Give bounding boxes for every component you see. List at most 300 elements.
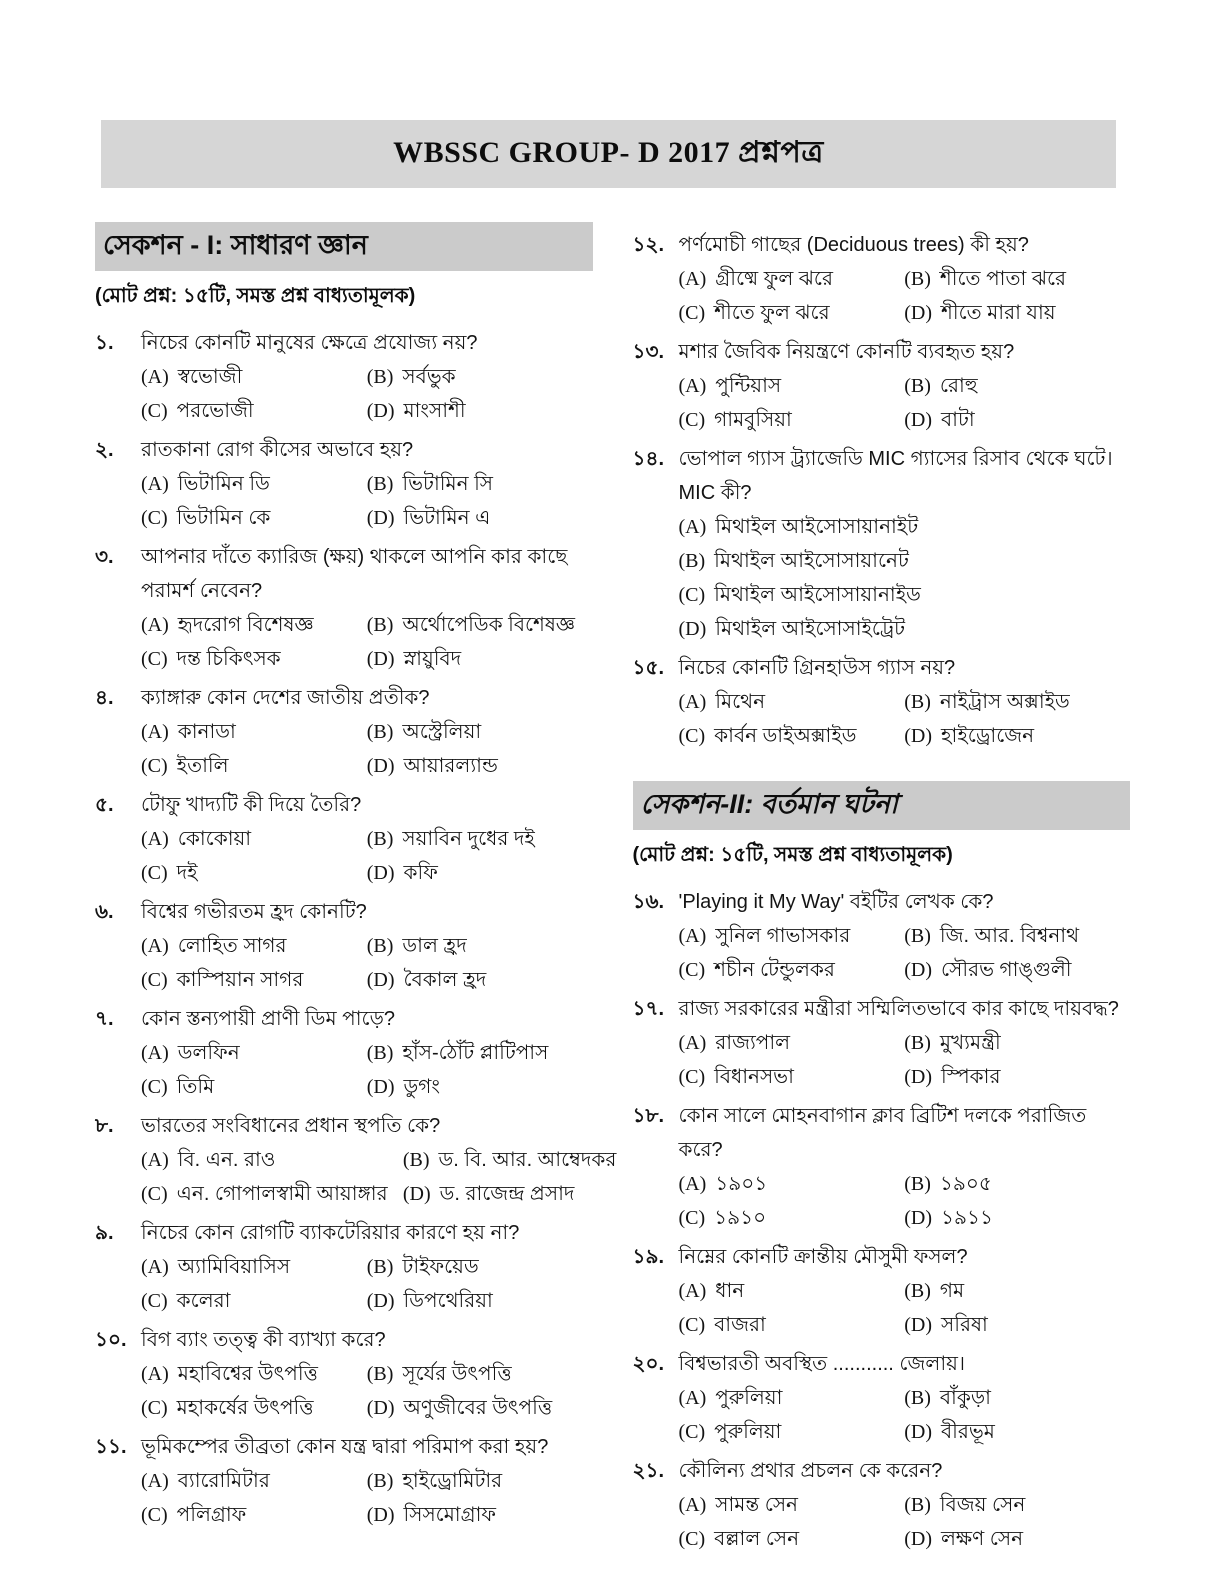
question-10-options [141,1357,593,1425]
option-label: (B) [402,1149,430,1171]
question-text: রাজ্য সরকারের মন্ত্রীরা সম্মিলিতভাবে কার কাছে দায়বদ্ধ? [678,998,1119,1020]
question-text: ভোপাল গ্যাস ট্র্যাজেডি MIC গ্যাসের রিসাব থেকে ঘটে। MIC কী? [678,448,1113,504]
option-label: (C) [678,409,706,431]
option-12-A [679,262,905,296]
option-label: (A) [678,925,707,947]
question-13-row [633,335,1131,369]
option-label: (D) [366,400,395,422]
question-text: নিম্নের কোনটি ক্রান্তীয় মৌসুমী ফসল? [678,1246,968,1268]
question-20 [633,1347,1131,1449]
option-13-B [904,369,1130,403]
option-label: (A) [141,828,169,850]
option-text: দই [176,862,198,884]
option-label: (C) [141,1504,168,1526]
option-7-D [367,1070,593,1104]
option-label: (C) [141,1290,168,1312]
question-13 [633,335,1131,437]
option-label: (C) [678,1207,706,1229]
option-14-B [679,544,1131,578]
option-text: বীরভূম [941,1421,995,1443]
option-18-B [904,1167,1130,1201]
question-text: ভূমিকম্পের তীব্রতা কোন যন্ত্র দ্বারা পরিমাপ করা হয়? [141,1436,549,1458]
question-4-options [141,715,593,783]
option-4-A [141,715,367,749]
option-text: ভিটামিন কে [176,507,271,529]
option-label: (D) [366,648,395,670]
option-text: সুনিল গাভাসকার [715,925,851,947]
question-5-row [95,788,593,822]
option-17-B [904,1026,1130,1060]
question-number: ৩. [95,546,114,568]
option-14-A [679,510,1131,544]
option-label: (A) [678,1173,707,1195]
option-6-B [367,929,593,963]
question-11 [95,1430,593,1532]
option-13-C [679,403,905,437]
question-20-row [633,1347,1131,1381]
question-6-options [141,929,593,997]
option-text: ইতালি [176,755,229,777]
option-label: (B) [904,1494,931,1516]
option-9-C [141,1284,367,1318]
section-I-subtitle: (মোট প্রশ্ন: ১৫টি, সমস্ত প্রশ্ন বাধ্যতামূলক) [95,285,416,307]
option-text: বিজয় সেন [939,1494,1026,1516]
option-label: (D) [904,1421,933,1443]
section-I-block [95,222,593,314]
option-label: (B) [366,1363,394,1385]
question-16 [633,885,1131,987]
section-I-title: সেকশন - I: সাধারণ জ্ঞান [95,222,593,271]
option-16-B [904,919,1130,953]
option-label: (C) [141,1183,168,1205]
option-9-A [141,1250,367,1284]
option-label: (B) [904,691,931,713]
option-label: (D) [678,618,707,640]
option-label: (C) [141,507,168,529]
question-text: কোন সালে মোহনবাগান ক্লাব ব্রিটিশ দলকে পরাজিত করে? [678,1105,1087,1161]
option-label: (A) [141,935,169,957]
option-label: (B) [366,1256,394,1278]
question-4-row [95,681,593,715]
option-10-C [141,1391,367,1425]
option-13-D [904,403,1130,437]
option-3-B [367,608,593,642]
option-label: (D) [366,1290,395,1312]
option-7-A [141,1036,367,1070]
option-text: টাইফয়েড [402,1256,479,1278]
option-text: বাজরা [714,1314,766,1336]
option-label: (B) [366,828,394,850]
option-text: মিথাইল আইসোসায়ানেট [714,550,909,572]
option-5-C [141,856,367,890]
question-13-options [679,369,1131,437]
option-20-D [904,1415,1130,1449]
option-label: (D) [366,1076,395,1098]
option-text: বল্লাল সেন [714,1528,800,1550]
option-text: সামন্ত সেন [715,1494,798,1516]
question-5-options [141,822,593,890]
option-text: ১৯১০ [714,1207,767,1229]
question-8 [95,1109,617,1211]
question-4 [95,681,593,783]
option-text: মিথাইল আইসোসাইট্রেট [715,618,906,640]
question-number: ১৫. [632,657,665,679]
option-label: (C) [141,648,168,670]
question-10 [95,1323,593,1425]
option-11-C [141,1498,367,1532]
option-8-D [403,1177,593,1211]
option-19-D [904,1308,1130,1342]
option-text: শীতে পাতা ঝরে [939,268,1066,290]
option-13-A [679,369,905,403]
option-text: শচীন টেন্ডুলকর [714,959,835,981]
option-text: পলিগ্রাফ [176,1504,247,1526]
option-text: ব্যারোমিটার [177,1470,270,1492]
option-text: হাইড্রোমিটার [402,1470,503,1492]
option-text: মাংসাশী [403,400,466,422]
option-label: (D) [904,1528,933,1550]
section-II-title: সেকশন-II: বর্তমান ঘটনা [633,781,1131,830]
option-text: হাঁস-ঠোঁট প্লাটিপাস [402,1042,549,1064]
question-text: ক্যাঙ্গারু কোন দেশের জাতীয় প্রতীক? [141,687,430,709]
question-15-options [679,685,1131,753]
option-label: (B) [904,1280,931,1302]
question-18-row [633,1099,1131,1167]
option-text: গ্রীষ্মে ফুল ঝরে [715,268,833,290]
option-text: কার্বন ডাইঅক্সাইড [714,725,857,747]
option-text: দন্ত চিকিৎসক [176,648,281,670]
option-label: (C) [141,969,168,991]
question-text: নিচের কোনটি মানুষের ক্ষেত্রে প্রযোজ্য নয়? [141,332,478,354]
option-label: (C) [678,725,706,747]
option-text: শীতে ফুল ঝরে [714,302,830,324]
page-title: WBSSC GROUP- D 2017 প্রশ্নপত্র [101,120,1116,188]
question-19 [633,1240,1131,1342]
option-6-C [141,963,367,997]
option-12-D [904,296,1130,330]
option-text: আয়ারল্যান্ড [403,755,498,777]
question-5 [95,788,593,890]
option-text: অণুজীবের উৎপত্তি [403,1397,553,1419]
option-text: ডিপথেরিয়া [403,1290,493,1312]
option-text: কাস্পিয়ান সাগর [176,969,304,991]
option-text: ডাল হ্রদ [402,935,467,957]
option-1-D [367,394,593,428]
option-label: (B) [904,1032,931,1054]
option-text: ডলফিন [177,1042,240,1064]
option-label: (D) [904,1314,933,1336]
option-label: (D) [366,969,395,991]
option-3-C [141,642,367,676]
option-label: (C) [678,584,706,606]
option-text: রাজ্যপাল [715,1032,791,1054]
option-16-D [904,953,1130,987]
option-3-A [141,608,367,642]
option-label: (A) [678,691,707,713]
option-text: সিসমোগ্রাফ [403,1504,496,1526]
question-16-options [679,919,1131,987]
option-text: ডুগং [403,1076,440,1098]
option-2-C [141,501,367,535]
option-15-A [679,685,905,719]
question-15 [633,651,1131,753]
question-12-row [633,228,1131,262]
option-20-C [679,1415,905,1449]
option-text: মহাবিশ্বের উৎপত্তি [177,1363,318,1385]
option-19-B [904,1274,1130,1308]
option-3-D [367,642,593,676]
option-9-B [367,1250,593,1284]
question-17-row [633,992,1131,1026]
option-16-C [679,953,905,987]
question-text: 'Playing it My Way' বইটির লেখক কে? [678,891,994,913]
option-label: (A) [678,1032,707,1054]
option-label: (C) [141,1397,168,1419]
option-12-B [904,262,1130,296]
question-17-options [679,1026,1131,1094]
option-label: (B) [366,473,394,495]
option-text: কানাডা [177,721,236,743]
option-14-D [679,612,1131,646]
option-4-B [367,715,593,749]
option-text: কফি [403,862,438,884]
option-11-A [141,1464,367,1498]
option-1-A [141,360,367,394]
option-11-D [367,1498,593,1532]
question-12-options [679,262,1131,330]
question-number: ১৪. [632,448,665,470]
question-number: ১৩. [632,341,665,363]
question-10-row [95,1323,593,1357]
option-6-A [141,929,367,963]
option-label: (A) [678,1387,707,1409]
option-label: (D) [366,755,395,777]
question-12 [633,228,1131,330]
option-label: (C) [141,1076,168,1098]
question-19-row [633,1240,1131,1274]
question-3-row [95,540,593,608]
option-label: (C) [678,302,706,324]
question-6-row [95,895,593,929]
option-label: (A) [141,1363,169,1385]
option-text: জি. আর. বিশ্বনাথ [939,925,1080,947]
option-7-C [141,1070,367,1104]
option-label: (A) [141,614,169,636]
option-text: নাইট্রাস অক্সাইড [939,691,1070,713]
question-2-row [95,433,593,467]
option-label: (B) [904,375,931,397]
option-label: (A) [141,473,169,495]
option-14-C [679,578,1131,612]
option-text: গম [939,1280,965,1302]
question-number: ২১. [632,1460,665,1482]
option-text: বিধানসভা [714,1066,794,1088]
option-19-A [679,1274,905,1308]
option-21-C [679,1522,905,1556]
option-15-B [904,685,1130,719]
question-21-row [633,1454,1131,1488]
option-label: (A) [141,721,169,743]
option-text: ড. রাজেন্দ্র প্রসাদ [439,1183,575,1205]
question-8-row [95,1109,593,1143]
question-7-row [95,1002,593,1036]
option-20-B [904,1381,1130,1415]
question-17 [633,992,1131,1094]
option-text: ধান [715,1280,745,1302]
option-text: ১৯১১ [941,1207,993,1229]
right-column [633,222,1131,1561]
option-20-A [679,1381,905,1415]
question-20-options [679,1381,1131,1449]
option-5-D [367,856,593,890]
question-3 [95,540,593,676]
option-10-D [367,1391,593,1425]
question-number: ১৯. [632,1246,665,1268]
option-9-D [367,1284,593,1318]
option-label: (C) [141,400,168,422]
option-text: সরিষা [941,1314,988,1336]
option-18-C [679,1201,905,1235]
option-label: (C) [678,1066,706,1088]
question-2-options [141,467,593,535]
option-label: (B) [366,721,394,743]
option-8-C [141,1177,403,1211]
option-text: মহাকর্ষের উৎপত্তি [176,1397,314,1419]
option-label: (D) [366,1397,395,1419]
question-2 [95,433,593,535]
option-2-B [367,467,593,501]
question-text: নিচের কোন রোগটি ব্যাকটেরিয়ার কারণে হয় না? [141,1222,520,1244]
option-text: লক্ষণ সেন [941,1528,1024,1550]
option-18-A [679,1167,905,1201]
question-number: ১২. [632,234,665,256]
option-text: অ্যামিবিয়াসিস [177,1256,291,1278]
question-21-options [679,1488,1131,1556]
question-text: মশার জৈবিক নিয়ন্ত্রণে কোনটি ব্যবহৃত হয়? [678,341,1015,363]
section-II-subtitle: (মোট প্রশ্ন: ১৫টি, সমস্ত প্রশ্ন বাধ্যতামূলক) [632,844,953,866]
option-label: (C) [678,1528,706,1550]
option-label: (D) [904,302,933,324]
option-label: (D) [904,959,933,981]
question-text: টোফু খাদ্যটি কী দিয়ে তৈরি? [141,794,362,816]
option-text: পুরুলিয়া [715,1387,783,1409]
option-text: অস্ট্রেলিয়া [402,721,482,743]
option-label: (B) [366,614,394,636]
question-number: ১৮. [632,1105,665,1127]
option-text: হাইড্রোজেন [941,725,1035,747]
question-number: ২০. [632,1353,665,1375]
option-text: পরভোজী [176,400,254,422]
option-11-B [367,1464,593,1498]
option-6-D [367,963,593,997]
option-15-C [679,719,905,753]
option-17-C [679,1060,905,1094]
question-1-row [95,326,593,360]
option-label: (A) [678,268,707,290]
question-number: ৬. [95,901,114,923]
question-18-options [679,1167,1131,1235]
option-15-D [904,719,1130,753]
option-text: পুরুলিয়া [714,1421,782,1443]
option-label: (D) [904,725,933,747]
question-11-options [141,1464,593,1532]
option-21-A [679,1488,905,1522]
question-19-options [679,1274,1131,1342]
question-number: ১. [95,332,114,354]
option-label: (D) [366,1504,395,1526]
option-text: ভিটামিন ডি [177,473,270,495]
question-text: বিশ্বভারতী অবস্থিত ........... জেলায়। [678,1353,966,1375]
question-number: ৮. [95,1115,114,1137]
option-17-D [904,1060,1130,1094]
section-II-block [633,781,1131,873]
option-text: স্বভোজী [177,366,243,388]
question-number: ৯. [95,1222,114,1244]
option-text: শীতে মারা যায় [941,302,1056,324]
question-14 [633,442,1131,646]
question-15-row [633,651,1131,685]
option-text: সয়াবিন দুধের দই [402,828,535,850]
option-text: অর্থোপেডিক বিশেষজ্ঞ [402,614,576,636]
option-text: বি. এন. রাও [177,1149,276,1171]
option-text: কোকোয়া [177,828,252,850]
question-text: রাতকানা রোগ কীসের অভাবে হয়? [141,439,414,461]
option-2-D [367,501,593,535]
question-number: ৫. [95,794,114,816]
question-3-options [141,608,593,676]
option-text: মিথাইল আইসোসায়ানাইট [715,516,919,538]
question-21 [633,1454,1131,1556]
option-label: (B) [904,1387,931,1409]
option-label: (B) [366,1042,394,1064]
question-number: ২. [95,439,114,461]
option-5-B [367,822,593,856]
question-9-row [95,1216,593,1250]
question-1 [95,326,593,428]
question-text: কৌলিন্য প্রথার প্রচলন কে করেন? [678,1460,943,1482]
option-8-B [402,1143,617,1177]
question-7-options [141,1036,593,1104]
option-label: (A) [141,366,169,388]
option-10-A [141,1357,367,1391]
option-17-A [679,1026,905,1060]
option-text: বাটা [941,409,975,431]
option-label: (C) [141,862,168,884]
question-number: ১০. [95,1329,127,1351]
question-6 [95,895,593,997]
question-text: ভারতের সংবিধানের প্রধান স্থপতি কে? [141,1115,441,1137]
question-number: ১৬. [632,891,665,913]
option-1-C [141,394,367,428]
question-text: বিগ ব্যাং তত্ত্ব কী ব্যাখ্যা করে? [141,1329,386,1351]
question-number: ১৭. [632,998,665,1020]
option-label: (B) [366,935,394,957]
option-text: স্পিকার [941,1066,1001,1088]
question-text: বিশ্বের গভীরতম হ্রদ কোনটি? [141,901,367,923]
option-8-A [141,1143,403,1177]
question-text: আপনার দাঁতে ক্যারিজ (ক্ষয়) থাকলে আপনি কার কাছে পরামর্শ নেবেন? [141,546,568,602]
option-label: (D) [366,862,395,884]
option-label: (D) [366,507,395,529]
option-7-B [367,1036,593,1070]
option-text: পুন্টিয়াস [715,375,782,397]
option-label: (C) [678,1421,706,1443]
option-label: (C) [678,959,706,981]
option-label: (B) [366,1470,394,1492]
question-text: নিচের কোনটি গ্রিনহাউস গ্যাস নয়? [678,657,956,679]
option-text: বৈকাল হ্রদ [403,969,487,991]
question-9-options [141,1250,593,1318]
